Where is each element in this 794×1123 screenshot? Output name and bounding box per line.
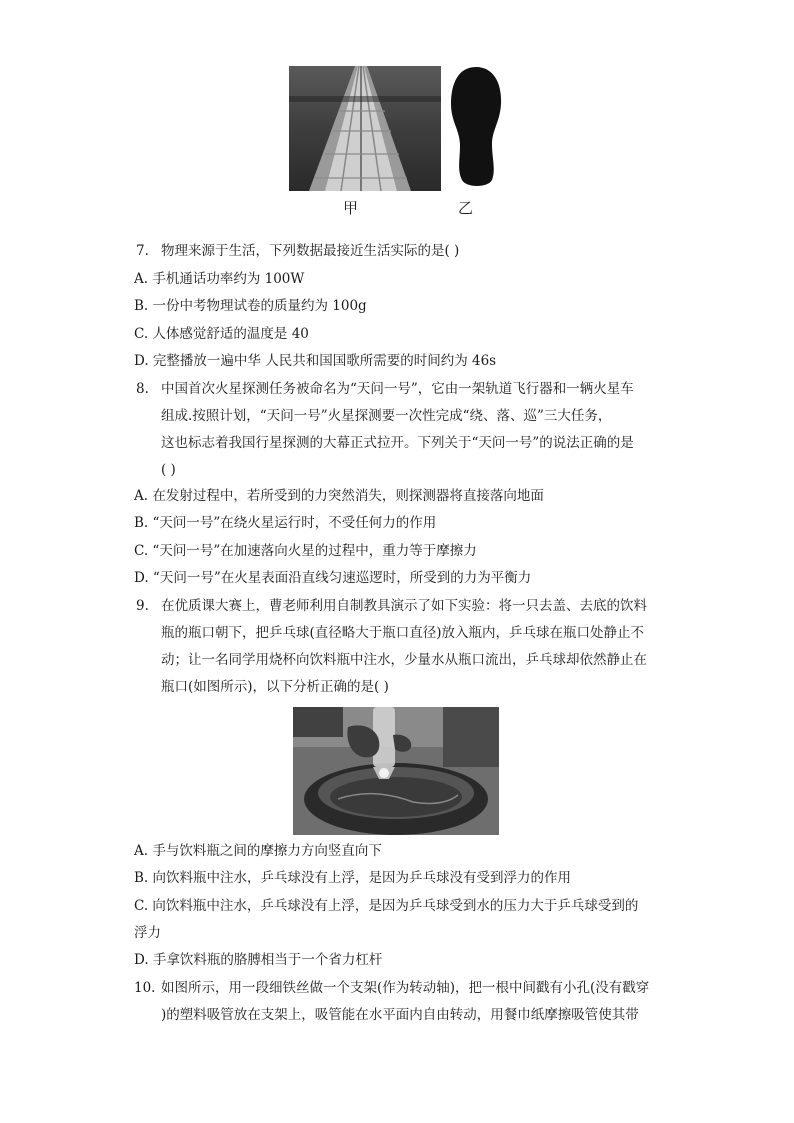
option-d: D. 手拿饮料瓶的胳膊相当于一个省力杠杆 (134, 952, 383, 968)
option-d: D. 完整播放一遍中华 人民共和国国歌所需要的时间约为 46s (134, 353, 497, 369)
question-number: 10. (134, 980, 156, 996)
option-d: D. “天问一号”在火星表面沿直线匀速巡逻时，所受到的力为平衡力 (134, 570, 532, 586)
question-stem-line: 在优质课大赛上，曹老师利用自制教具演示了如下实验：将一只去盖、去底的饮料 (161, 598, 647, 614)
question-stem-line: 动；让一名同学用烧杯向饮料瓶中注水，少量水从瓶口流出，乒乓球却依然静止在 (161, 652, 647, 668)
option-a: A. 在发射过程中，若所受到的力突然消失，则探测器将直接落向地面 (134, 488, 544, 504)
question-number: 8. (136, 381, 149, 397)
option-c-continued: 浮力 (134, 925, 161, 941)
tactile-paving-photo (289, 66, 441, 191)
question-stem-line: 中国首次火星探测任务被命名为“天问一号”，它由一架轨道飞行器和一辆火星车 (161, 381, 634, 397)
option-b: B. 一份中考物理试卷的质量约为 100g (134, 298, 367, 314)
question-stem-line: 瓶的瓶口朝下，把乒乓球(直径略大于瓶口直径)放入瓶内，乒乓球在瓶口处静止不 (161, 625, 645, 641)
option-a: A. 手机通话功率约为 100W (134, 271, 305, 287)
option-b: B. “天问一号”在绕火星运行时，不受任何力的作用 (134, 515, 437, 531)
question-stem-line: 瓶口(如图所示)，以下分析正确的是( ) (161, 679, 389, 695)
question-stem-line: )的塑料吸管放在支架上，吸管能在水平面内自由转动，用餐巾纸摩擦吸管使其带 (161, 1007, 639, 1023)
option-b: B. 向饮料瓶中注水，乒乓球没有上浮，是因为乒乓球没有受到浮力的作用 (134, 870, 572, 886)
question-stem-line: 如图所示，用一段细铁丝做一个支架(作为转动轴)，把一根中间戳有小孔(没有戳穿 (161, 980, 650, 996)
shoe-sole-image (446, 64, 506, 190)
question-stem-line: ( ) (161, 462, 176, 478)
question-stem-line: 组成.按照计划，“天问一号”火星探测要一次性完成“绕、落、巡”三大任务， (161, 408, 612, 424)
option-a: A. 手与饮料瓶之间的摩擦力方向竖直向下 (134, 843, 382, 859)
question-stem-line: 这也标志着我国行星探测的大幕正式拉开。下列关于“天问一号”的说法正确的是 (161, 435, 634, 451)
option-c: C. 向饮料瓶中注水，乒乓球没有上浮，是因为乒乓球受到水的压力大于乒乓球受到的 (134, 898, 639, 914)
question-stem: 物理来源于生活，下列数据最接近生活实际的是( ) (161, 243, 460, 259)
figure-label-jia: 甲 (343, 199, 359, 217)
option-c: C. 人体感觉舒适的温度是 40 (134, 326, 309, 342)
option-c: C. “天问一号”在加速落向火星的过程中，重力等于摩擦力 (134, 543, 477, 559)
bottle-experiment-photo (293, 707, 499, 835)
question-number: 9. (136, 598, 149, 614)
question-number: 7. (136, 243, 149, 259)
figure-label-yi: 乙 (458, 199, 474, 217)
